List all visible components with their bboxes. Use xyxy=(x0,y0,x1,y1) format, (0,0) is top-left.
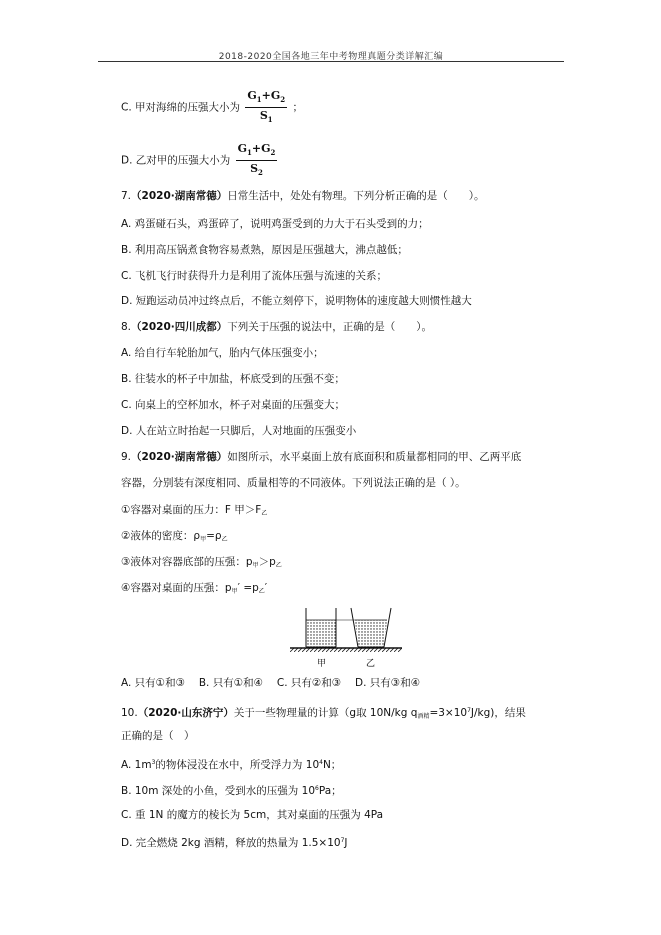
q9-statement-4: ④容器对桌面的压强：$p_甲' =p_乙'$ xyxy=(121,582,268,595)
q9-statement-1: ①容器对桌面的压力：F 甲$>F_乙$ xyxy=(121,504,268,517)
option-c-text: C. 甲对海绵的压强大小为 xyxy=(121,101,241,114)
question-8: 8.（2020·四川成都）下列关于压强的说法中，正确的是（ ）。 xyxy=(121,321,432,333)
question-7: 7.（2020·湖南常德）日常生活中，处处有物理。下列分析正确的是（ ）。 xyxy=(121,190,485,202)
header-rule xyxy=(98,61,564,62)
fraction-d: $\frac{G_1+G_2}{S_2}$ xyxy=(237,142,276,178)
question-10: 10.（2020·山东济宁）关于一些物理量的计算（g取 10N/kg $q_{酒精}=3\times 10^7J/kg$)，结果 xyxy=(121,707,526,720)
label-yi: 乙 xyxy=(366,659,376,668)
q7-option-a: A. 鸡蛋碰石头，鸡蛋碎了，说明鸡蛋受到的力大于石头受到的力； xyxy=(121,218,429,230)
q8-option-a: A. 给自行车轮胎加气，胎内气体压强变小； xyxy=(121,347,324,359)
q7-option-c: C. 飞机飞行时获得升力是利用了流体压强与流速的关系； xyxy=(121,270,388,282)
container-jia xyxy=(306,608,336,647)
q8-option-b: B. 往装水的杯子中加盐，杯底受到的压强不变； xyxy=(121,373,345,385)
q9-statement-3: ③液体对容器底部的压强：$p_甲>p_乙$ xyxy=(121,556,282,569)
fraction-c: $\frac{G_1+G_2}{S_1}$ xyxy=(247,89,286,125)
label-jia: 甲 xyxy=(317,659,327,668)
question-9: 9.（2020·湖南常德）如图所示，水平桌面上放有底面积和质量都相同的甲、乙两平底 xyxy=(121,451,522,463)
option-d-text: D. 乙对甲的压强大小为 xyxy=(121,154,231,167)
q10-option-d: D. 完全燃烧 2kg 酒精，释放的热量为 $1.5\times 10^7J$ xyxy=(121,837,348,849)
option-c-line: C. 甲对海绵的压强大小为 $\frac{G_1+G_2}{S_1}$ ； xyxy=(121,88,303,127)
question-source: （2020·山东济宁） xyxy=(137,707,234,719)
question-source: （2020·湖南常德） xyxy=(131,451,228,463)
page-header: 2018-2020全国各地三年中考物理真题分类详解汇编 xyxy=(218,52,444,62)
q10-option-c: C. 重 1N 的魔方的棱长为 5cm，其对桌面的压强为 4Pa xyxy=(121,809,384,821)
container-yi xyxy=(351,608,391,647)
q8-option-d: D. 人在站立时抬起一只脚后，人对地面的压强变小 xyxy=(121,425,357,437)
q7-option-b: B. 利用高压锅煮食物容易煮熟，原因是压强越大，沸点越低； xyxy=(121,244,408,256)
option-d-line xyxy=(121,141,279,180)
question-source: （2020·湖南常德） xyxy=(131,190,228,202)
question-10-cont: 正确的是（ ） xyxy=(121,730,195,742)
q10-option-a: A. $1m^3$的物体浸没在水中，所受浮力为 $10^4N$； xyxy=(121,759,342,771)
q10-option-b: B. 10m 深处的小鱼，受到水的压强为 $10^6Pa$； xyxy=(121,785,342,797)
question-source: （2020·四川成都） xyxy=(131,321,228,333)
question-9-cont: 容器，分别装有深度相同、质量相等的不同液体。下列说法正确的是（ ）。 xyxy=(121,477,466,489)
q9-statement-2: ②液体的密度：$\rho_甲=\rho_乙$ xyxy=(121,530,228,543)
q9-choices: A. 只有①和③ B. 只有①和④ C. 只有②和③ D. 只有③和④ xyxy=(121,677,421,689)
q8-option-c: C. 向桌上的空杯加水，杯子对桌面的压强变大； xyxy=(121,399,346,411)
q7-option-d: D. 短跑运动员冲过终点后，不能立刻停下，说明物体的速度越大则惯性越大 xyxy=(121,295,472,307)
containers-figure xyxy=(286,604,406,668)
